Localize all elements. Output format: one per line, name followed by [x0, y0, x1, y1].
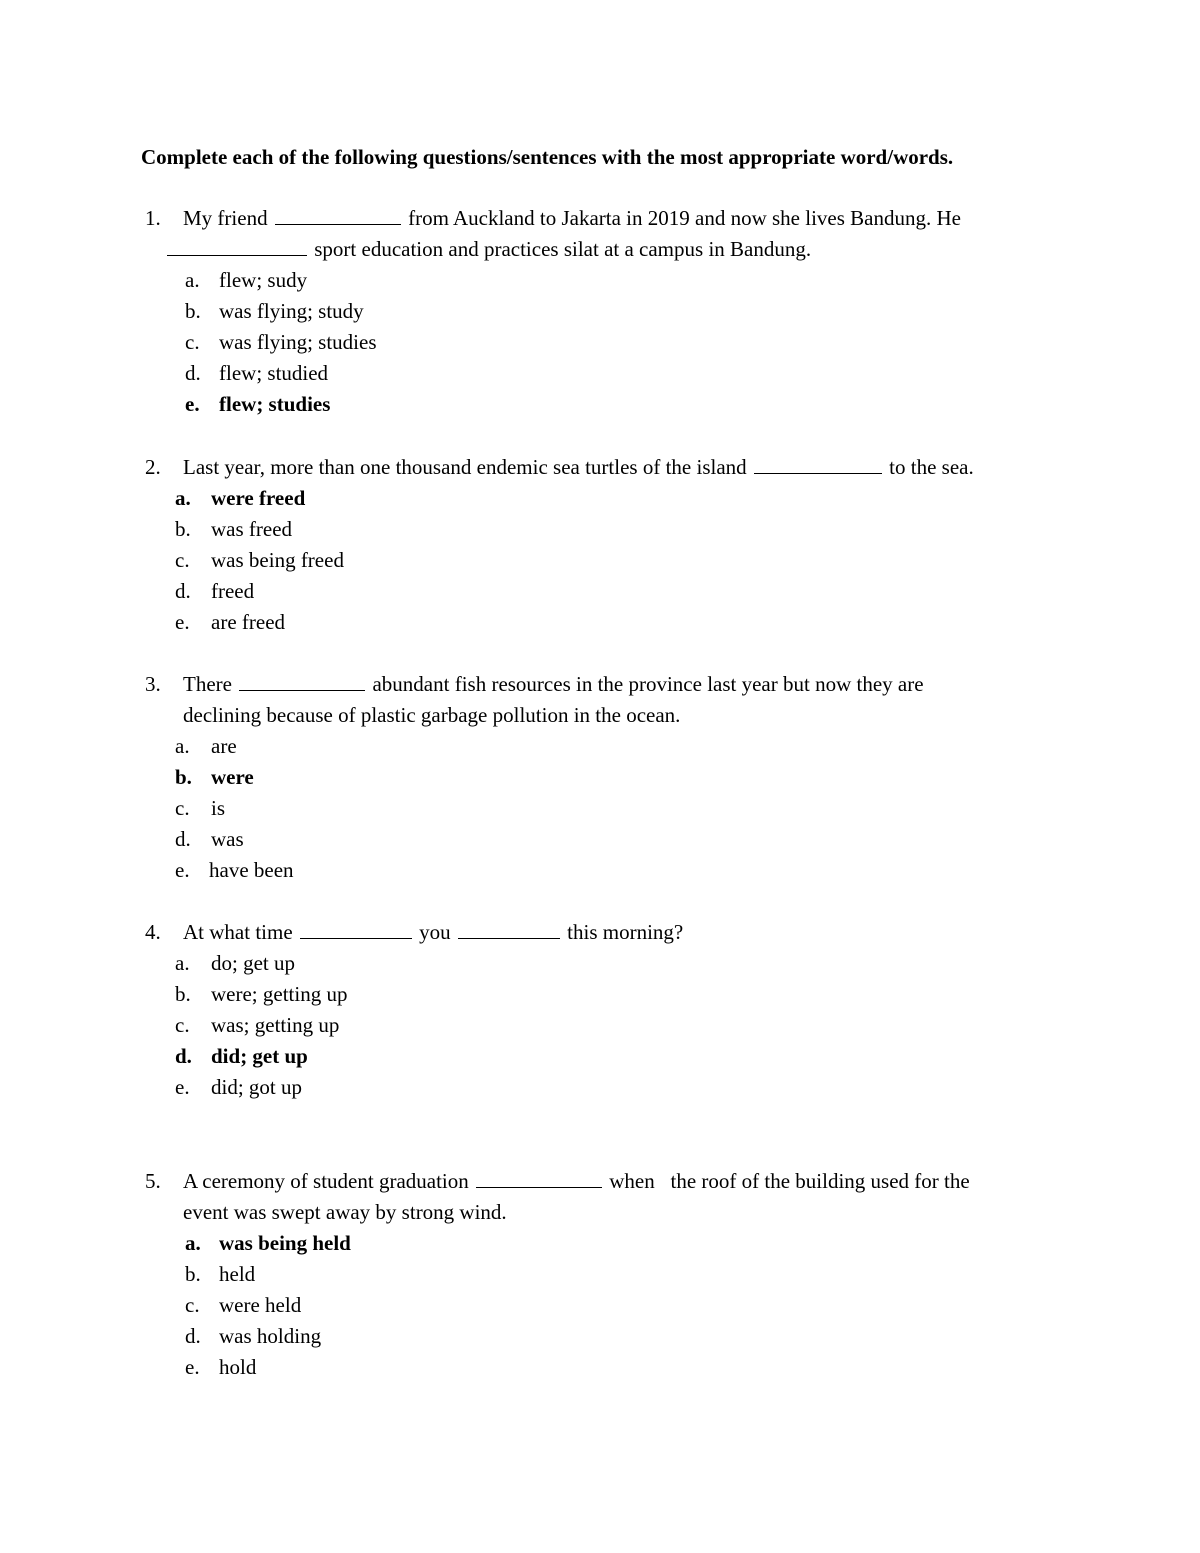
- option-list: [145, 483, 1065, 638]
- option-list: [145, 948, 1065, 1103]
- question-1: [145, 203, 1065, 420]
- option-text: was; getting up: [211, 1013, 340, 1037]
- option-e: [145, 1352, 1065, 1383]
- question-text: [183, 669, 924, 700]
- option-text: was flying; study: [219, 299, 364, 323]
- answer-blank: [754, 453, 882, 474]
- option-letter: e.: [185, 1355, 200, 1379]
- option-list: [145, 731, 1065, 886]
- option-text: was freed: [211, 517, 293, 541]
- option-text: were; getting up: [211, 982, 348, 1006]
- question-number: 5.: [145, 1169, 161, 1193]
- question-3: [145, 669, 1065, 886]
- option-letter: d.: [175, 1044, 192, 1068]
- answer-blank: [275, 204, 401, 225]
- option-letter: d.: [185, 361, 201, 385]
- option-text: are: [211, 734, 237, 758]
- option-e: [145, 855, 1065, 886]
- question-line: [145, 669, 1065, 700]
- answer-blank: [476, 1167, 602, 1188]
- option-text: was holding: [219, 1324, 322, 1348]
- option-letter: e.: [175, 1075, 190, 1099]
- question-text: [183, 452, 974, 483]
- option-b: [145, 979, 1065, 1010]
- option-text: was flying; studies: [219, 330, 377, 354]
- question-line: [145, 1197, 1065, 1228]
- question-line: [145, 700, 1065, 731]
- question-text-part: abundant fish resources in the province last year but now they are: [372, 672, 924, 696]
- option-a: [145, 948, 1065, 979]
- option-d: [145, 358, 1065, 389]
- question-line: [145, 1166, 1065, 1197]
- option-letter: c.: [175, 796, 190, 820]
- option-text: freed: [211, 579, 255, 603]
- answer-blank: [239, 670, 365, 691]
- option-letter: b.: [185, 299, 201, 323]
- option-text: were: [211, 765, 254, 789]
- option-text: was being held: [219, 1231, 351, 1255]
- option-text: do; get up: [211, 951, 295, 975]
- option-text: were held: [219, 1293, 302, 1317]
- option-text: did; get up: [211, 1044, 308, 1068]
- option-text: flew; sudy: [219, 268, 308, 292]
- question-text-part: At what time: [183, 920, 293, 944]
- option-letter: b.: [175, 517, 191, 541]
- question-2: [145, 452, 1065, 638]
- option-b: [145, 296, 1065, 327]
- option-d: [145, 576, 1065, 607]
- instruction-heading: Complete each of the following questions/sentences with the most appropriate word/words.: [141, 145, 954, 169]
- question-text-part: from Auckland to Jakarta in 2019 and now she lives Bandung. He: [408, 206, 961, 230]
- option-letter: c.: [185, 330, 200, 354]
- answer-blank: [167, 235, 307, 256]
- option-e: [145, 607, 1065, 638]
- option-d: [145, 1321, 1065, 1352]
- option-text: hold: [219, 1355, 257, 1379]
- question-text-part: to the sea.: [889, 455, 974, 479]
- option-a-correct: [145, 483, 1065, 514]
- option-letter: c.: [185, 1293, 200, 1317]
- question-text: [167, 234, 811, 265]
- option-text: was being freed: [211, 548, 344, 572]
- question-text-part: A ceremony of student graduation: [183, 1169, 469, 1193]
- option-list: [145, 1228, 1065, 1383]
- question-line: [145, 917, 1065, 948]
- option-letter: c.: [175, 1013, 190, 1037]
- question-text-part: There: [183, 672, 232, 696]
- question-line: [145, 234, 1065, 265]
- option-d-correct: [145, 1041, 1065, 1072]
- question-text: [183, 203, 961, 234]
- option-letter: b.: [185, 1262, 201, 1286]
- option-c: [145, 1010, 1065, 1041]
- option-e: [145, 1072, 1065, 1103]
- question-text: [183, 1166, 970, 1197]
- option-letter: a.: [185, 268, 200, 292]
- option-letter: c.: [175, 548, 190, 572]
- question-line: [145, 452, 1065, 483]
- option-text: have been: [209, 858, 294, 882]
- option-a: [145, 265, 1065, 296]
- option-letter: a.: [175, 486, 191, 510]
- option-text: held: [219, 1262, 256, 1286]
- question-text-part: this morning?: [567, 920, 684, 944]
- question-text-part: My friend: [183, 206, 268, 230]
- question-text: declining because of plastic garbage pollution in the ocean.: [183, 703, 681, 727]
- option-letter: d.: [175, 827, 191, 851]
- option-list: [145, 265, 1065, 420]
- option-c: [145, 793, 1065, 824]
- question-text-part: Last year, more than one thousand endemic sea turtles of the island: [183, 455, 747, 479]
- option-e-correct: [145, 389, 1065, 420]
- option-text: was: [211, 827, 244, 851]
- option-text: is: [211, 796, 226, 820]
- question-text-part: sport education and practices silat at a campus in Bandung.: [314, 237, 812, 261]
- option-letter: d.: [175, 579, 191, 603]
- option-text: flew; studies: [219, 392, 331, 416]
- question-number: 3.: [145, 672, 161, 696]
- question-text-part: you: [419, 920, 451, 944]
- option-letter: a.: [175, 951, 190, 975]
- option-text: did; got up: [211, 1075, 303, 1099]
- option-letter: d.: [185, 1324, 201, 1348]
- option-letter: b.: [175, 982, 191, 1006]
- option-c: [145, 545, 1065, 576]
- question-text: event was swept away by strong wind.: [183, 1200, 507, 1224]
- option-letter: e.: [175, 858, 190, 882]
- answer-blank: [458, 918, 560, 939]
- question-4: [145, 917, 1065, 1103]
- question-5: [145, 1166, 1065, 1383]
- question-text-part: when the roof of the building used for the: [609, 1169, 970, 1193]
- option-letter: e.: [185, 392, 200, 416]
- question-number: 2.: [145, 455, 161, 479]
- option-a: [145, 731, 1065, 762]
- option-b: [145, 514, 1065, 545]
- option-a-correct: [145, 1228, 1065, 1259]
- option-text: flew; studied: [219, 361, 329, 385]
- option-c: [145, 327, 1065, 358]
- option-d: [145, 824, 1065, 855]
- option-b-correct: [145, 762, 1065, 793]
- option-letter: a.: [175, 734, 190, 758]
- option-letter: b.: [175, 765, 192, 789]
- option-text: were freed: [211, 486, 306, 510]
- answer-blank: [300, 918, 412, 939]
- question-text: [183, 917, 683, 948]
- option-letter: a.: [185, 1231, 201, 1255]
- option-b: [145, 1259, 1065, 1290]
- question-number: 4.: [145, 920, 161, 944]
- option-letter: e.: [175, 610, 190, 634]
- question-number: 1.: [145, 206, 161, 230]
- option-c: [145, 1290, 1065, 1321]
- option-text: are freed: [211, 610, 286, 634]
- question-line: [145, 203, 1065, 234]
